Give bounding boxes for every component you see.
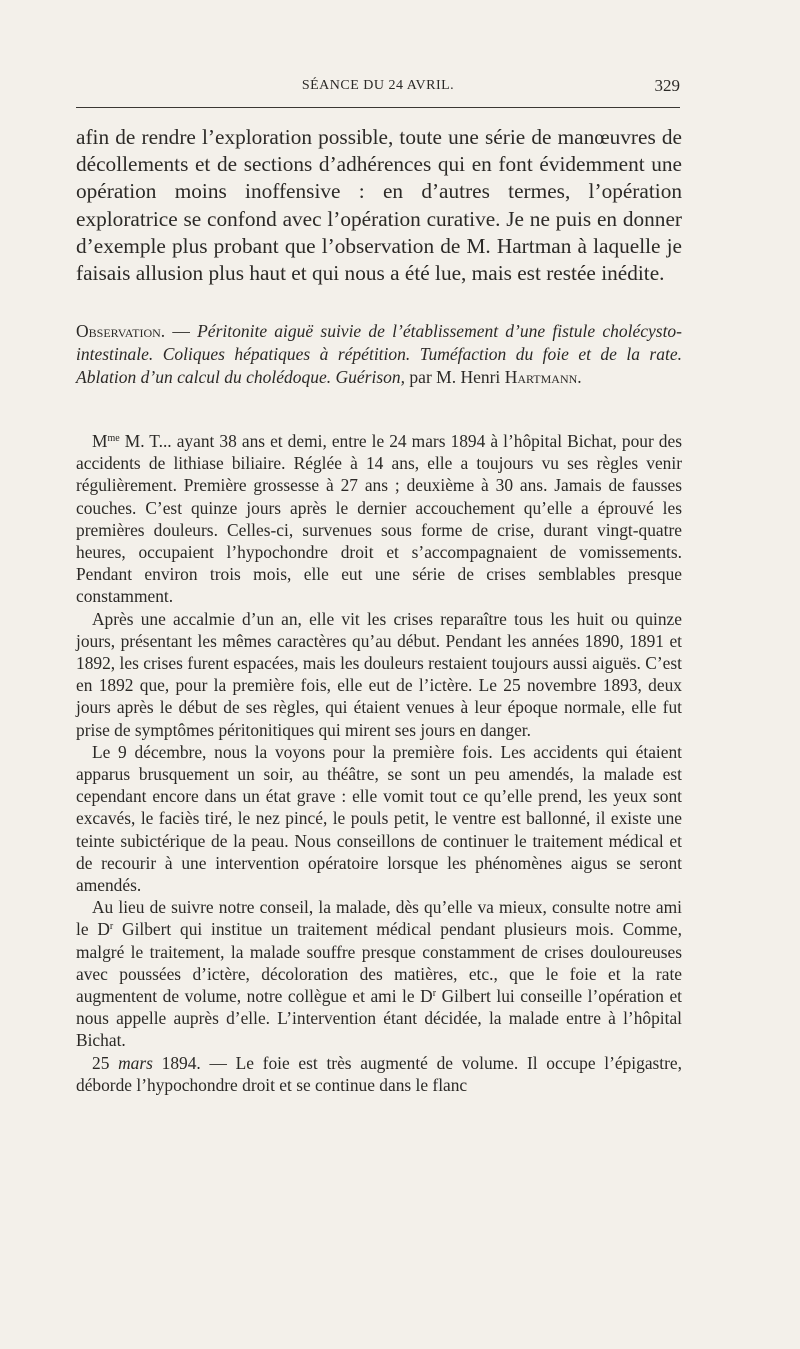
paragraph-5-date-month: mars <box>118 1052 153 1073</box>
paragraph-3: Le 9 décembre, nous la voyons pour la première fois. Les accidents qui étaient apparus brusquement un soir, au théâtre, se sont un peu amendés, la malade est cependant encore dans un état grave : elle vomit tout ce qu’elle prend, les yeux sont excavés, le faciès tiré, le nez pincé, le pouls petit, le ventre est ballonné, il existe une teinte subictérique de la peau. Nous conseillons de continuer le traitement médical et de recourir à une intervention opératoire lorsque les phénomènes aigus se seront amendés. <box>76 741 682 896</box>
running-head: SÉANCE DU 24 AVRIL. <box>301 78 455 93</box>
observation-label: Observation. <box>76 321 166 341</box>
paragraph-1-text: M. T... ayant 38 ans et demi, entre le 24 mars 1894 à l’hôpital Bichat, pour des accidents de lithiase biliaire. Réglée à 14 ans, elle a toujours vu ses règles venir régulièrement. Première grossesse à 27 ans ; deuxième à 30 ans. Jamais de fausses couches. C’est quinze jours après le dernier accouchement qu’elle a éprouvé les premières douleurs. Celles-ci, survenues sous forme de crise, durant vingt-quatre heures, occupaient l’hypochondre droit et s’accompagnaient de vomissements. Pendant environ trois mois, elle eut une série de crises semblables presque constamment. <box>76 431 682 607</box>
observation-dash: — <box>165 321 198 341</box>
intro-paragraph-text: afin de rendre l’exploration possible, toute une série de manœuvres de décollements et de sections d’adhérences qui en font évidemment une opération moins inoffensive : en d’autres termes, l’opération exploratrice se confond avec l’opération curative. Je ne puis en donner d’exemple plus probant que l’observation de M. Hartman à laquelle je faisais allusion plus haut et qui nous a été lue, mais est restée inédite. <box>76 125 682 286</box>
observation-heading-text <box>76 320 682 388</box>
paragraph-1-sup: me <box>107 433 120 444</box>
paragraph-1 <box>76 430 682 608</box>
paragraph-2: Après une accalmie d’un an, elle vit les crises reparaître tous les huit ou quinze jours, présentant les mêmes caractères qu’au début. Pendant les années 1890, 1891 et 1892, les crises furent espacées, mais les douleurs restaient toujours aussi aiguës. C’est en 1892 que, pour la première fois, elle eut de l’ictère. Le 25 novembre 1893, deux jours après le début de ses règles, qui étaient venues à leur époque normale, elle fut prise de symptômes péritonitiques qui mirent ses jours en danger. <box>76 608 682 740</box>
header-rule <box>76 107 680 108</box>
paragraph-5-text: — Le foie est très augmenté de volume. Il occupe l’épigastre, déborde l’hypochondre droit et se continue dans le flanc <box>76 1052 682 1095</box>
paragraph-4-part-a: Au lieu de suivre notre conseil, la malade, dès qu’elle va mieux, consulte notre ami le D <box>76 897 682 940</box>
paragraph-4-sup-2: r <box>432 988 437 1000</box>
paragraph-5-date-num: 25 <box>92 1052 119 1073</box>
paragraph-4 <box>76 896 682 1051</box>
paragraph-4-part-c: Gilbert lui conseille l’opération et nous appelle auprès d’elle. L’intervention étant décidée, la malade entre à l’hôpital Bichat. <box>76 986 682 1051</box>
observation-author-name: Hartmann. <box>504 366 582 387</box>
observation-heading <box>76 320 682 388</box>
case-report-body <box>76 430 682 1096</box>
page-number: 329 <box>654 76 680 95</box>
page-header <box>76 76 680 98</box>
paragraph-1-mme: M <box>92 431 108 451</box>
observation-author-prefix: par M. Henri <box>405 366 505 387</box>
intro-paragraph <box>76 124 682 287</box>
paragraph-4-part-b: Gilbert qui institue un traitement médical pendant plusieurs mois. Comme, malgré le traitement, la malade souffre presque constamment de crises douloureuses avec poussées d’ictère, décoloration des matières, etc., que le foie et la rate augmentent de volume, notre collègue et ami le D <box>76 919 682 1007</box>
observation-title: Péritonite aiguë suivie de l’établissement d’une fistule cholécysto-intestinale. Coliques hépatiques à répétition. Tuméfaction du foie et de la rate. Ablation d’un calcul du cholédoque. Guérison, <box>76 321 683 387</box>
paragraph-4-sup-1: r <box>109 921 114 933</box>
paragraph-5-date-year: 1894. <box>152 1052 201 1073</box>
paragraph-5 <box>76 1052 682 1096</box>
